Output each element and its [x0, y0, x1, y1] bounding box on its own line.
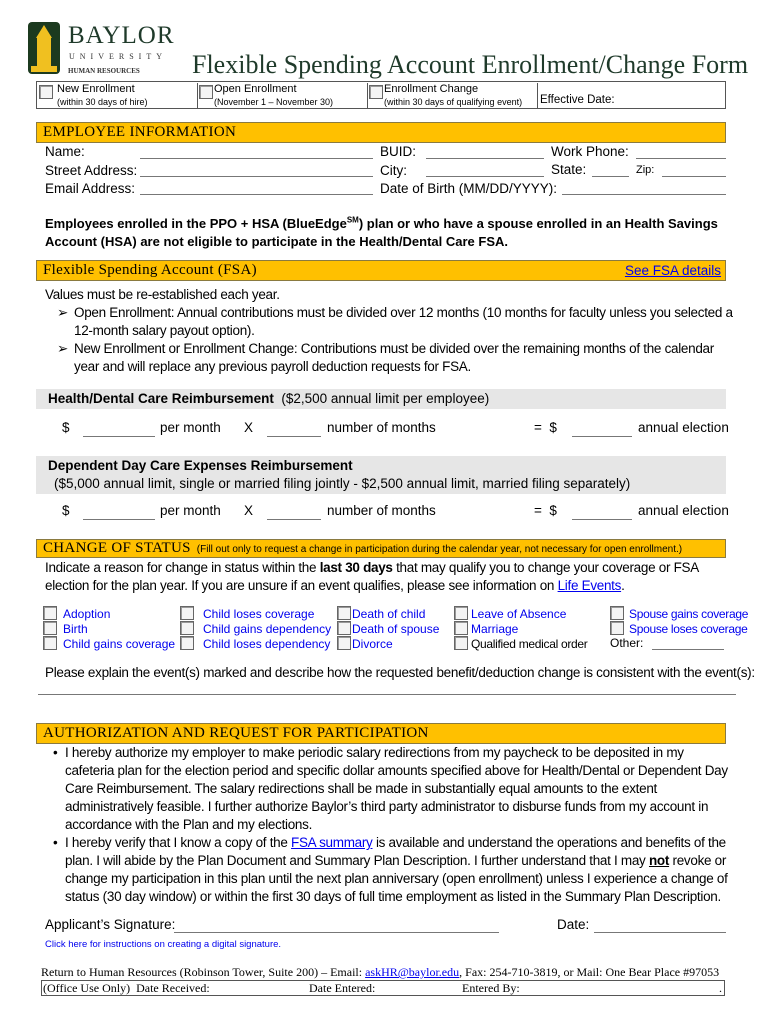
event-birth[interactable]: Birth [43, 621, 175, 636]
event-child-gains-dependency[interactable]: Child gains dependency [180, 621, 331, 636]
dependent-care-band [36, 456, 726, 494]
auth-bullet: • I hereby authorize my employer to make periodic salary redirections from my paycheck to be deposited in my cafeteria plan for the election period and specific dollar amounts specified above for Health/Dental or Dependent Day Care Reimbursement. The salary redirections shall be made in substantially equal amounts to the extent administratively feasible. I further authorize Baylor’s third party administrator to disburse funds from my account in accordance with the Plan and my elections. [53, 745, 728, 832]
other-label: Other: [610, 636, 644, 650]
date-entered-label: Date Entered: [309, 981, 376, 995]
enroll-label: Open Enrollment [214, 83, 297, 95]
entered-by-label: Entered By: [462, 981, 520, 995]
baylor-tower-icon [28, 22, 60, 74]
fsa-bullet: ➢ New Enrollment or Enrollment Change: Contributions must be divided over the remaining months of the calendar year and will replace any previous payroll deduction requests for FSA. [57, 341, 714, 374]
section-title: Flexible Spending Account (FSA) [43, 262, 257, 278]
date-input[interactable] [594, 932, 726, 933]
events-col-1 [43, 606, 175, 651]
dependent-title: Dependent Day Care Expenses Reimbursement [48, 458, 353, 473]
hsa-notice: Employees enrolled in the PPO + HSA (BlueEdge℠) plan or who have a spouse enrolled in an Health Savings Account (HSA) are not eligible to participate in the Health/Dental Care FSA. [45, 215, 718, 249]
fsa-summary-link[interactable]: FSA summary [291, 835, 373, 850]
logo-name: BAYLOR [68, 22, 175, 49]
enroll-label: New Enrollment [57, 83, 135, 95]
digital-signature-link[interactable]: Click here for instructions on creating a digital signature. [45, 939, 282, 950]
city-input[interactable] [426, 176, 544, 177]
name-input[interactable] [140, 158, 373, 159]
logo-sub: UNIVERSITY [69, 52, 167, 61]
return-info: Return to Human Resources (Robinson Tower, Suite 200) – Email: askHR@baylor.edu, Fax: 254-710-3819, or Mail: One Bear Place #97053 [41, 965, 720, 979]
event-spouse-gains-coverage[interactable]: Spouse gains coverage [610, 606, 748, 621]
event-qualified-medical-order[interactable]: Qualified medical order [454, 636, 588, 651]
section-title: CHANGE OF STATUS [43, 540, 191, 556]
health-title: Health/Dental Care Reimbursement [48, 391, 274, 406]
state-input[interactable] [592, 176, 629, 177]
office-use-box [41, 980, 725, 996]
street-input[interactable] [140, 176, 373, 177]
health-limit: ($2,500 annual limit per employee) [281, 391, 490, 406]
dob-input[interactable] [562, 194, 726, 195]
street-label: Street Address: [45, 162, 138, 178]
event-marriage[interactable]: Marriage [454, 621, 588, 636]
baylor-logo [28, 22, 178, 77]
enroll-change[interactable] [369, 83, 538, 109]
health-calc-row: $ per month X number of months = $ annual election [62, 420, 729, 435]
employee-labels-mid [380, 143, 557, 199]
section-title: AUTHORIZATION AND REQUEST FOR PARTICIPATION [43, 725, 429, 741]
logo-dept: HUMAN RESOURCES [68, 67, 140, 75]
arrow-bullet-icon: ➢ [57, 305, 69, 320]
events-col-3 [337, 606, 439, 651]
event-divorce[interactable]: Divorce [337, 636, 439, 651]
events-col-4 [454, 606, 588, 651]
fsa-header [36, 260, 726, 281]
status-note: (Fill out only to request a change in participation during the calendar year, not necessary for open enrollment.) [196, 544, 683, 555]
name-label: Name: [45, 144, 85, 159]
work-phone-label: Work Phone: [551, 144, 629, 159]
event-child-loses-coverage[interactable]: Child loses coverage [180, 606, 331, 621]
enroll-label: Enrollment Change [384, 83, 479, 95]
health-annual-input[interactable] [572, 436, 632, 437]
enroll-new[interactable] [39, 83, 198, 109]
open-enrollment-checkbox[interactable] [199, 85, 213, 99]
enroll-note: (November 1 – November 30) [214, 97, 334, 107]
city-label: City: [380, 162, 407, 178]
dependent-months-input[interactable] [267, 519, 321, 520]
other-input[interactable] [652, 649, 724, 650]
enroll-note: (within 30 days of hire) [57, 97, 148, 107]
signature-input[interactable] [174, 932, 499, 933]
work-phone-input[interactable] [636, 158, 726, 159]
state-label: State: [551, 162, 587, 177]
dependent-limit: ($5,000 annual limit, single or married filing jointly - $2,500 annual limit, married filing separately) [54, 476, 631, 491]
fsa-bullet: ➢ Open Enrollment: Annual contributions must be divided over 12 months (10 months for faculty unless you selected a 12-month salary payout option). [57, 305, 733, 338]
email-link[interactable]: askHR@baylor.edu [365, 965, 460, 979]
explain-label: Please explain the event(s) marked and describe how the requested benefit/deduction change is consistent with the event(s): [45, 665, 755, 680]
authorization-text [45, 744, 735, 906]
health-per-month-input[interactable] [83, 436, 155, 437]
event-leave-of-absence[interactable]: Leave of Absence [454, 606, 588, 621]
auth-bullet: • I hereby verify that I know a copy of the FSA summary is available and understand the operations and benefits of the plan. I will abide by the Plan Document and Summary Plan Description. I further understand that I may not revoke or change my participation in this plan until the next plan anniversary (open enrollment) unless I experience a change of status (30 day window) or within the first 30 days of full time employment as listed in the Summary Plan Description. [53, 835, 728, 904]
status-instructions: Indicate a reason for change in status within the last 30 days that may qualify you to change your coverage or FSA election for the plan year. If you are unsure if an event qualifies, please see information on Life Events. [45, 560, 699, 593]
dob-label: Date of Birth (MM/DD/YYYY): [380, 181, 558, 196]
fsa-intro-text: Values must be re-established each year. [45, 287, 280, 302]
zip-label: Zip: [636, 164, 655, 176]
page-title: Flexible Spending Account Enrollment/Change Form [192, 50, 749, 79]
email-label: Email Address: [45, 181, 136, 196]
event-death-of-spouse[interactable]: Death of spouse [337, 621, 439, 636]
buid-label: BUID: [380, 144, 417, 159]
events-col-5 [610, 606, 748, 651]
trailing-dot: . [719, 981, 722, 995]
dependent-calc-row: $ per month X number of months = $ annual election [62, 503, 729, 518]
change-status-header [36, 539, 726, 558]
events-col-2 [180, 606, 331, 651]
buid-input[interactable] [426, 158, 544, 159]
dependent-per-month-input[interactable] [83, 519, 155, 520]
event-adoption[interactable]: Adoption [43, 606, 175, 621]
signature-label: Applicant’s Signature: [45, 917, 176, 932]
date-label: Date: [557, 917, 590, 932]
health-care-band [36, 389, 726, 409]
explain-input[interactable] [38, 694, 736, 695]
enroll-note: (within 30 days of qualifying event) [384, 97, 523, 107]
enrollment-change-checkbox[interactable] [369, 85, 383, 99]
employee-labels-left [45, 143, 137, 199]
event-death-of-child[interactable]: Death of child [337, 606, 439, 621]
event-spouse-loses-coverage[interactable]: Spouse loses coverage [610, 621, 748, 636]
authorization-header [36, 723, 726, 744]
fsa-intro [45, 286, 735, 376]
enroll-open[interactable] [199, 83, 368, 109]
event-child-loses-dependency[interactable]: Child loses dependency [180, 636, 331, 651]
enrollment-type-box [36, 81, 726, 109]
dependent-annual-input[interactable] [572, 519, 632, 520]
employee-info-header [36, 122, 726, 143]
health-months-input[interactable] [267, 436, 321, 437]
effective-date-label: Effective Date: [540, 94, 615, 106]
section-title: EMPLOYEE INFORMATION [43, 124, 237, 140]
date-received-label: (Office Use Only) Date Received: [43, 981, 210, 995]
arrow-bullet-icon: ➢ [57, 341, 69, 356]
life-events-link[interactable]: Life Events [557, 578, 622, 593]
zip-input[interactable] [662, 176, 726, 177]
email-input[interactable] [140, 194, 373, 195]
event-child-gains-coverage[interactable]: Child gains coverage [43, 636, 175, 651]
see-fsa-details-link[interactable]: See FSA details [624, 263, 721, 278]
new-enrollment-checkbox[interactable] [39, 85, 53, 99]
